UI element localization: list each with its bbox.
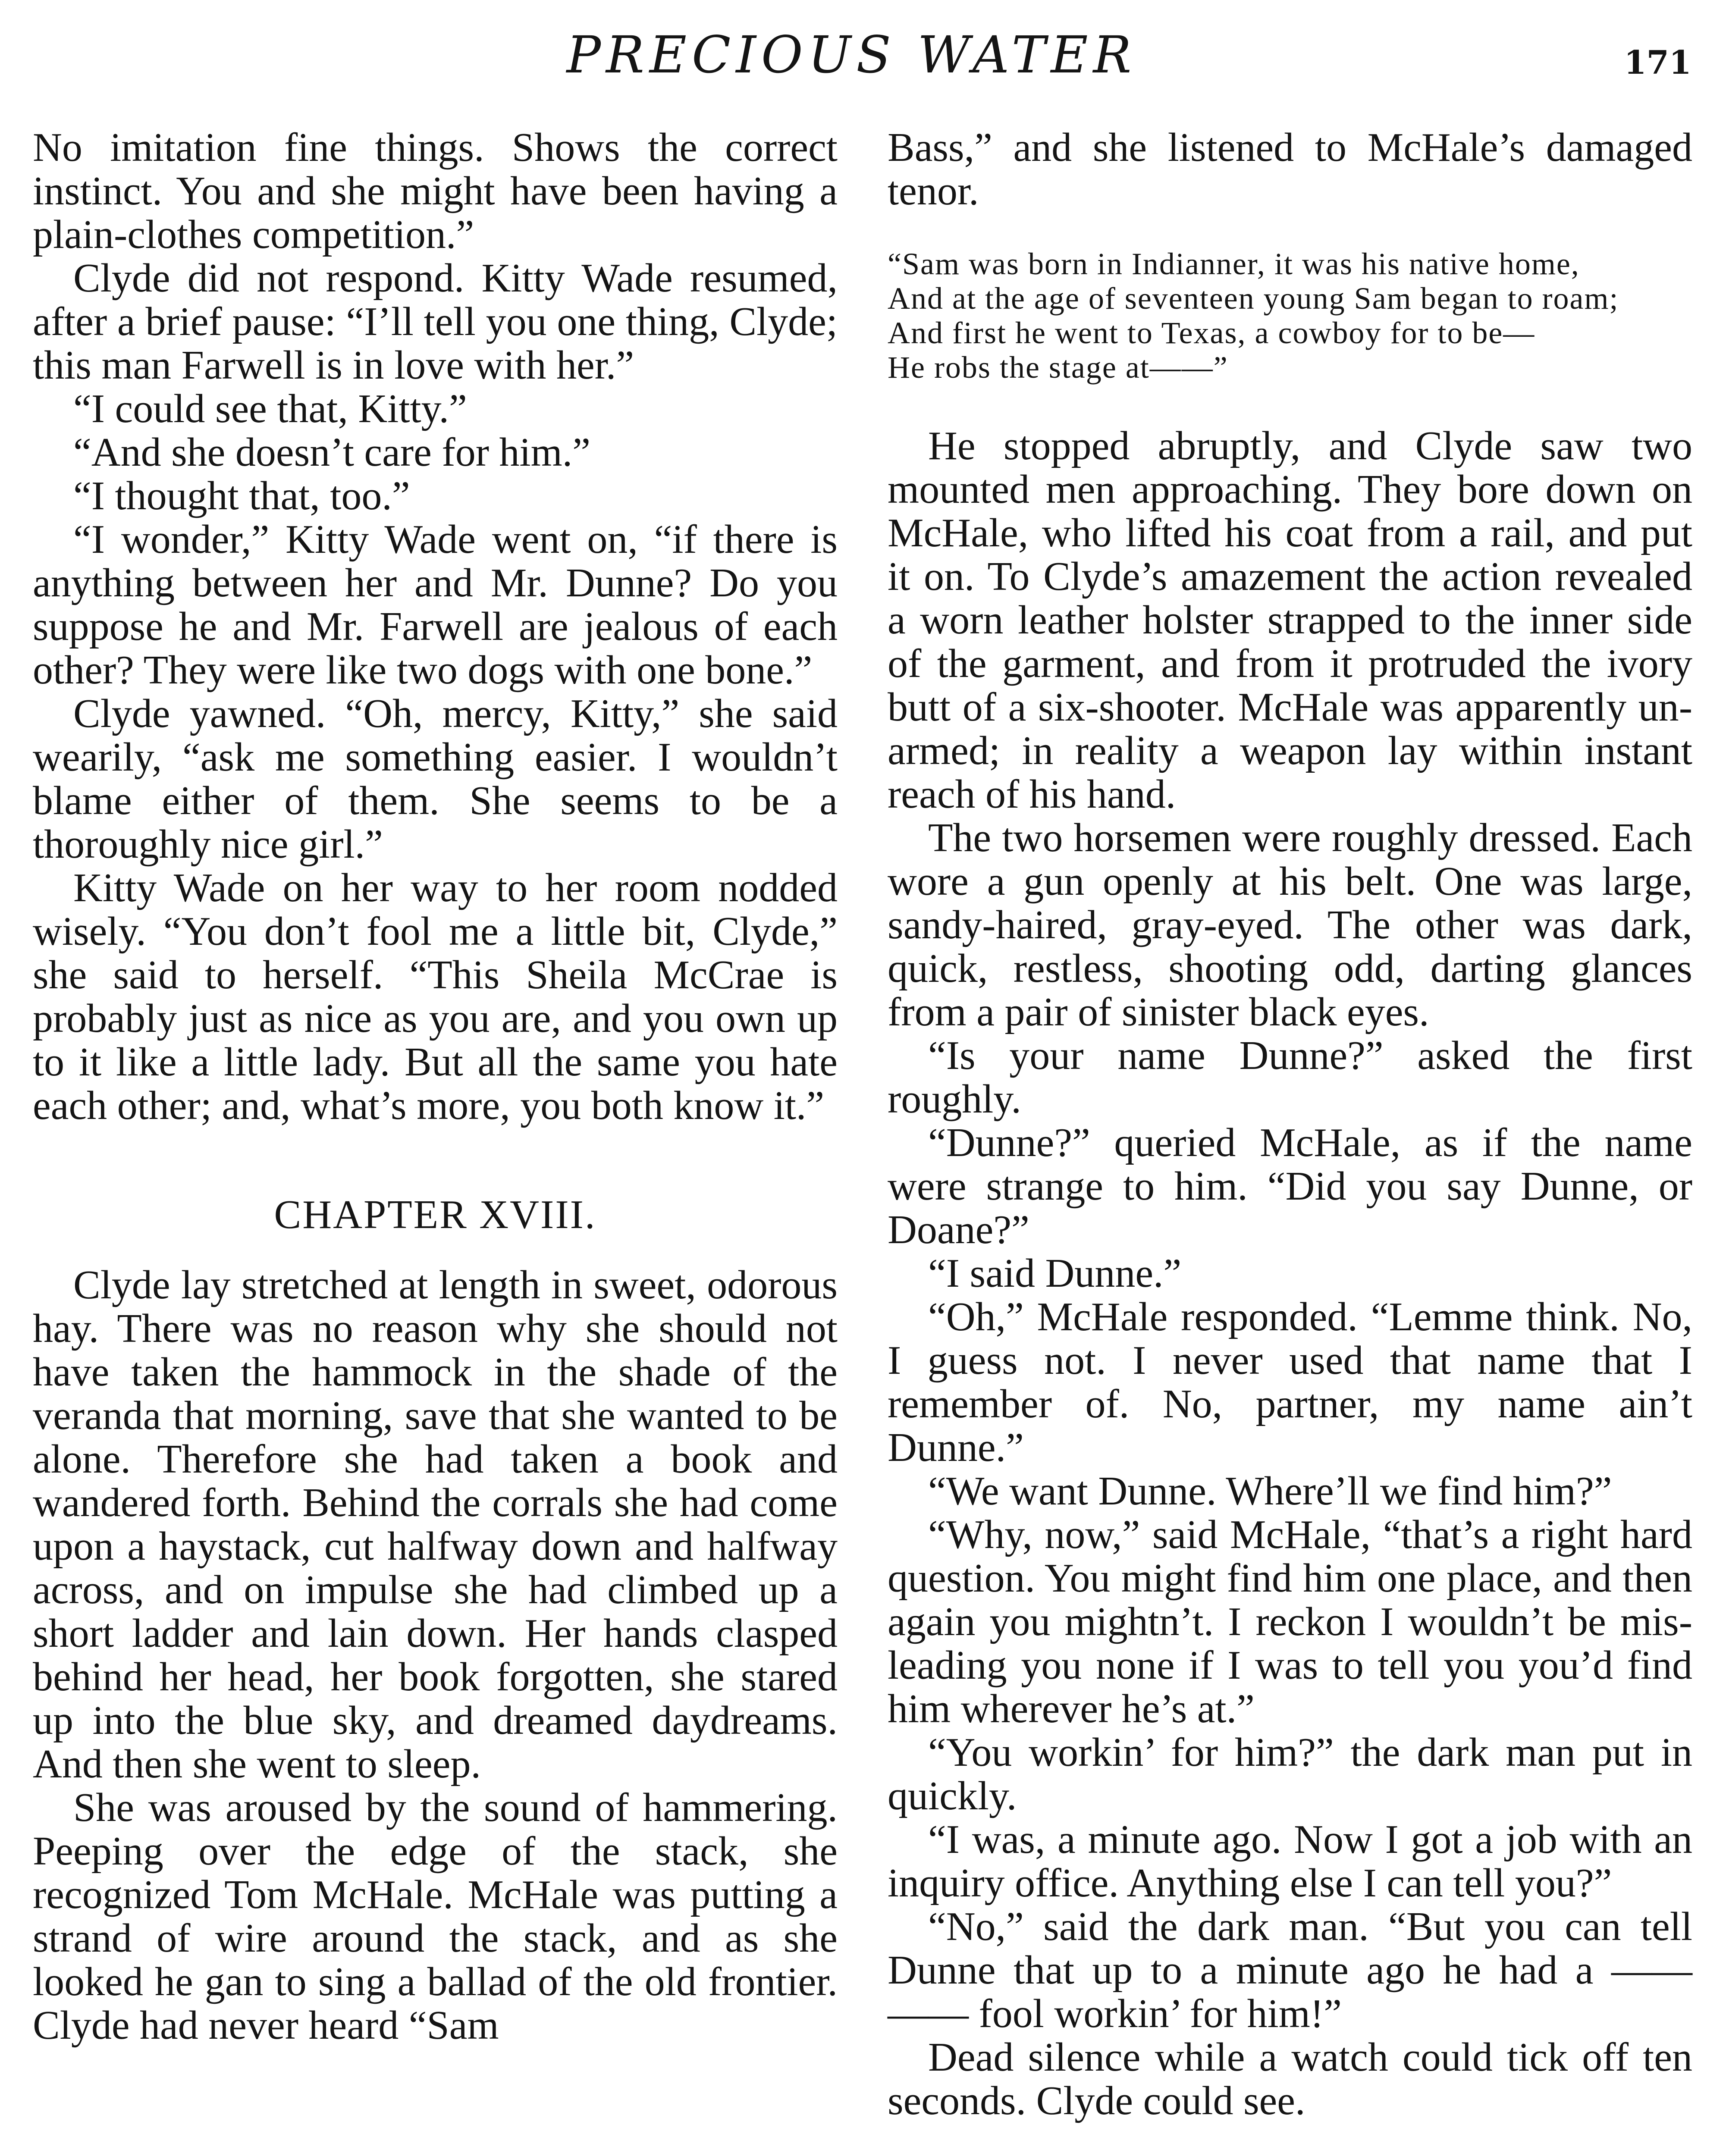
paragraph: “I thought that, too.” (73, 473, 410, 518)
paragraph: No imitation fine things. Shows the correct instinct. You and she might have been having a plain-clothes competition.” (33, 125, 838, 257)
paragraph: Bass,” and she listened to McHale’s damaged tenor. (888, 125, 1692, 213)
right-column (888, 126, 1692, 2123)
ballad-verse (888, 247, 1692, 385)
paragraph: “You workin’ for him?” the dark man put in quickly. (888, 1730, 1692, 1818)
verse-line: He robs the stage at——” (888, 350, 1228, 385)
verse-line: “Sam was born in Indianner, it was his native home, (888, 247, 1580, 281)
paragraph: Clyde yawned. “Oh, mercy, Kitty,” she said wearily, “ask me something easier. I wouldn’t blame either of them. She seems to be a thoroughly nice girl.” (33, 691, 838, 867)
paragraph: Clyde lay stretched at length in sweet, odorous hay. There was no reason why she should not have taken the hammock in the shade of the veranda that morning, save that she wanted to be alone. Therefore she had taken a book and wandered forth. Behind the corrals she had come upon a haystack, cut halfway down and halfway across, and on impulse she had climbed up a short ladder and lain down. Her hands clasped behind her head, her book forgotten, she stared up into the blue sky, and dreamed daydreams. And then she went to sleep. (33, 1263, 838, 1786)
paragraph: Dead silence while a watch could tick off ten seconds. Clyde could see. (888, 2035, 1692, 2123)
paragraph: “And she doesn’t care for him.” (73, 430, 590, 475)
paragraph: “I could see that, Kitty.” (73, 386, 467, 431)
chapter-heading: CHAPTER XVIII. (274, 1192, 596, 1237)
paragraph: “I said Dunne.” (928, 1251, 1182, 1296)
left-column (33, 126, 838, 2047)
paragraph: “Why, now,” said McHale, “that’s a right hard question. You might find him one place, and then again you mightn’t. I reckon I wouldn’t be misleading you none if I was to tell you you’d find him wherever he’s at.” (888, 1512, 1692, 1731)
page-number: 171 (1624, 44, 1691, 81)
verse-line: And at the age of seventeen young Sam began to roam; (888, 281, 1619, 316)
paragraph: “Dunne?” queried McHale, as if the name were strange to him. “Did you say Dunne, or Doane?” (888, 1120, 1692, 1252)
paragraph: “We want Dunne. Where’ll we find him?” (928, 1469, 1612, 1514)
paragraph: “No,” said the dark man. “But you can tell Dunne that up to a minute ago he had a —— —— fool workin’ for him!” (888, 1904, 1692, 2036)
paragraph: “I wonder,” Kitty Wade went on, “if there is anything between her and Mr. Dunne? Do you suppose he and Mr. Farwell are jealous of each other? They were like two dogs with one bone.” (33, 517, 838, 693)
paragraph: “Is your name Dunne?” asked the first roughly. (888, 1033, 1692, 1122)
paragraph: Clyde did not respond. Kitty Wade resumed, after a brief pause: “I’ll tell you one thing, Clyde; this man Farwell is in love with her.” (33, 256, 838, 388)
paragraph: “Oh,” McHale responded. “Lemme think. No, I guess not. I never used that name that I remember of. No, partner, my name ain’t Dunne.” (888, 1294, 1692, 1470)
paragraph: He stopped abruptly, and Clyde saw two mounted men approaching. They bore down on McHale, who lifted his coat from a rail, and put it on. To Clyde’s amazement the action revealed a worn leather holster strapped to the inner side of the garment, and from it protruded the ivory butt of a six-shooter. McHale was apparently unarmed; in reality a weapon lay within instant reach of his hand. (888, 423, 1692, 817)
verse-line: And first he went to Texas, a cowboy for to be— (888, 316, 1535, 350)
paragraph: She was aroused by the sound of hammering. Peeping over the edge of the stack, she recognized Tom McHale. McHale was putting a strand of wire around the stack, and as she looked he gan to sing a ballad of the old frontier. Clyde had never heard “Sam (33, 1785, 838, 2048)
paragraph: “I was, a minute ago. Now I got a job with an inquiry office. Anything else I can tell you?” (888, 1817, 1692, 1905)
running-head-title: PRECIOUS WATER (566, 25, 1137, 85)
paragraph: Kitty Wade on her way to her room nodded wisely. “You don’t fool me a little bit, Clyde,” she said to herself. “This Sheila McCrae is probably just as nice as you are, and you own up to it like a little lady. But all the same you hate each other; and, what’s more, you both know it.” (33, 865, 838, 1128)
paragraph: The two horsemen were roughly dressed. Each wore a gun openly at his belt. One was large, sandy-haired, gray-eyed. The other was dark, quick, restless, shooting odd, darting glances from a pair of sinister black eyes. (888, 815, 1692, 1034)
